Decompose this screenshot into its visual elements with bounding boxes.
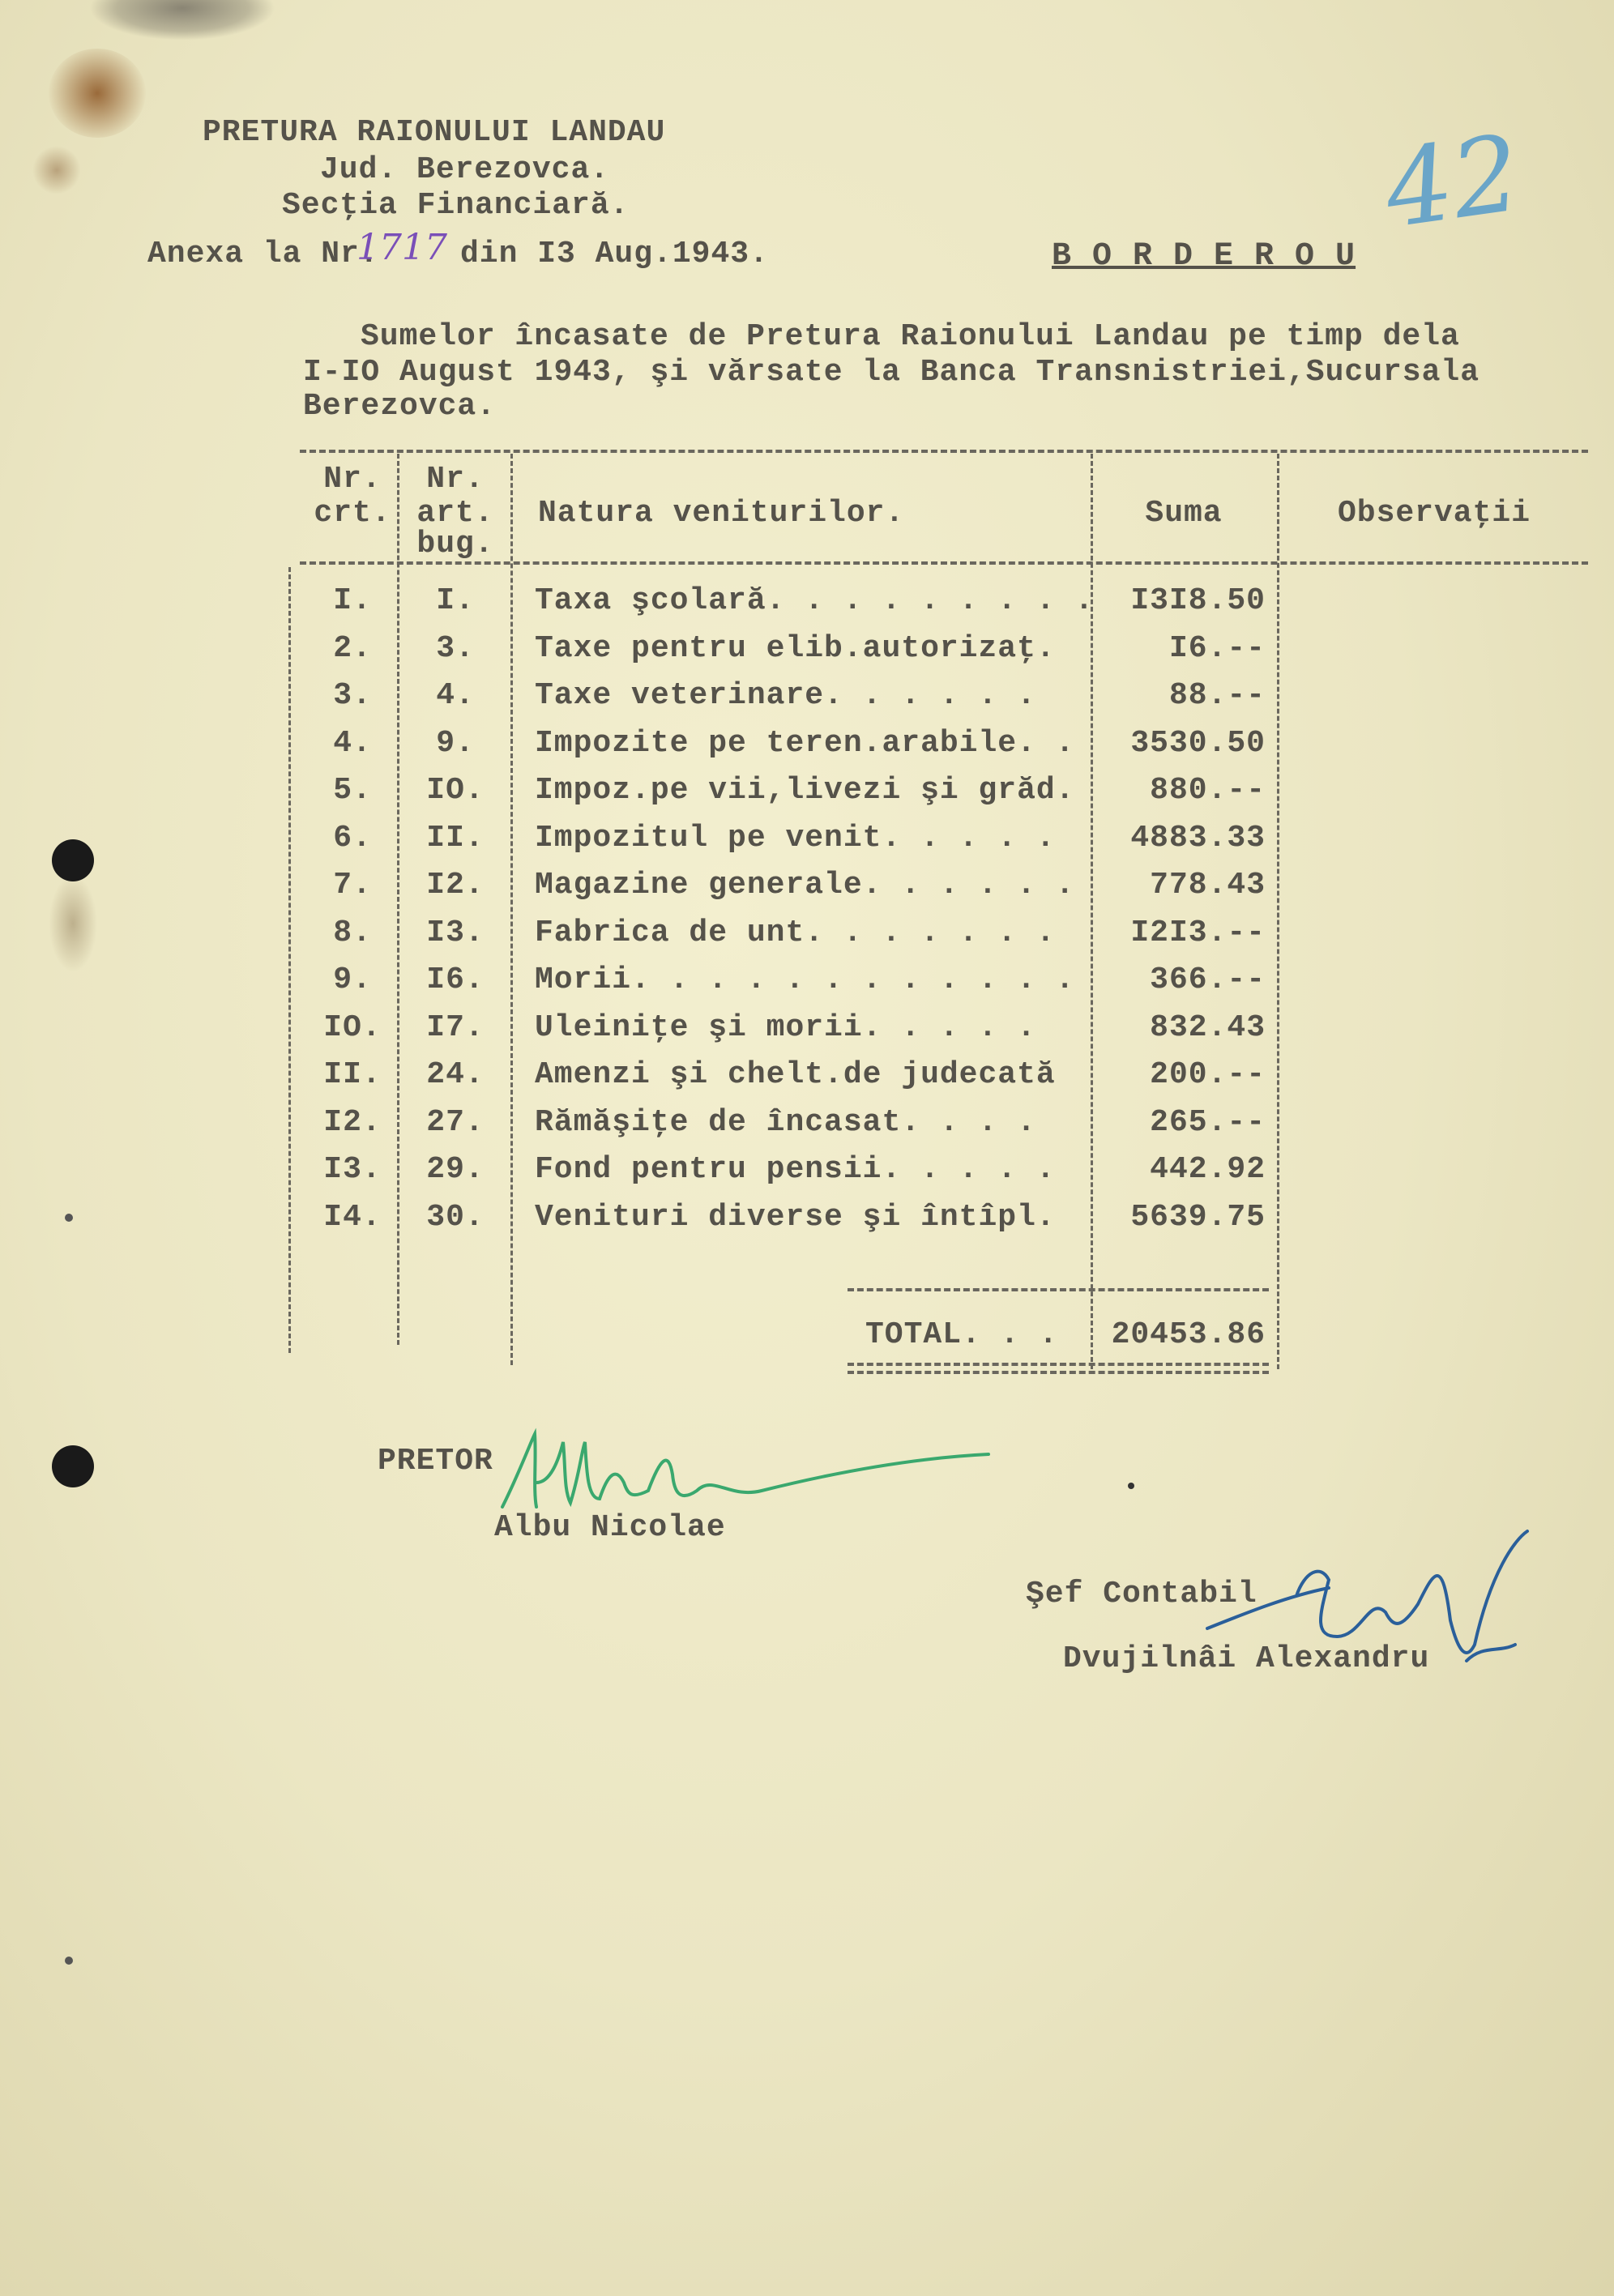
header-observations: Observaţii <box>1337 496 1531 531</box>
row-nature: Magazine generale. . . . . . <box>535 868 1075 903</box>
torn-corner <box>89 0 275 41</box>
table-top-rule <box>300 450 1588 453</box>
header-nr-art-2: art. <box>416 496 494 531</box>
row-sum: 442.92 <box>1150 1152 1266 1187</box>
header-nr-art-1: Nr. <box>426 462 485 497</box>
page-number-handwritten: 42 <box>1377 111 1528 252</box>
accountant-name: Dvujilnâi Alexandru <box>1063 1641 1430 1676</box>
row-nr-crt: 3. <box>333 678 372 713</box>
total-label: TOTAL. . . <box>865 1317 1059 1352</box>
row-nr-art: 24. <box>426 1057 485 1092</box>
row-nr-crt: 6. <box>333 821 372 856</box>
row-nature: Rămăşiţe de încasat. . . . <box>535 1105 1036 1140</box>
row-nr-crt: IO. <box>323 1010 382 1045</box>
row-sum: 832.43 <box>1150 1010 1266 1045</box>
col-divider-4 <box>1277 454 1279 1369</box>
rust-stain <box>49 49 146 138</box>
accountant-signature <box>1199 1523 1539 1685</box>
row-sum: 366.-- <box>1150 962 1266 997</box>
document-title: B O R D E R O U <box>1052 238 1356 275</box>
row-nr-crt: I3. <box>323 1152 382 1187</box>
total-double-rule-1 <box>848 1363 1269 1366</box>
table-left-edge <box>288 567 291 1353</box>
row-sum: I3I8.50 <box>1130 583 1266 618</box>
row-nr-crt: I2. <box>323 1105 382 1140</box>
row-nr-crt: I4. <box>323 1200 382 1235</box>
row-nr-art: 29. <box>426 1152 485 1187</box>
row-sum: I6.-- <box>1168 631 1266 666</box>
row-nature: Impoz.pe vii,livezi şi grăd. <box>535 773 1075 808</box>
section-name: Secţia Financiară. <box>282 188 630 223</box>
header-nr-art-3: bug. <box>416 527 494 561</box>
row-nature: Venituri diverse şi întîpl. <box>535 1200 1056 1235</box>
row-sum: 265.-- <box>1150 1105 1266 1140</box>
row-sum: 778.43 <box>1150 868 1266 903</box>
accountant-title: Şef Contabil <box>1026 1577 1257 1611</box>
row-sum: 4883.33 <box>1130 821 1266 856</box>
paper-speck <box>1128 1483 1134 1489</box>
pretor-signature <box>486 1426 1005 1523</box>
total-value: 20453.86 <box>1111 1317 1266 1352</box>
row-nature: Impozitul pe venit. . . . . <box>535 821 1056 856</box>
table-header-rule <box>300 561 1588 565</box>
header-sum: Suma <box>1145 496 1223 531</box>
annex-date: din I3 Aug.1943. <box>460 237 769 271</box>
row-nr-crt: II. <box>323 1057 382 1092</box>
row-nr-art: IO. <box>426 773 485 808</box>
row-nr-art: II. <box>426 821 485 856</box>
punch-hole-top <box>52 839 94 881</box>
pretor-name: Albu Nicolae <box>494 1510 726 1545</box>
row-nr-art: 4. <box>436 678 475 713</box>
row-nature: Taxe veterinare. . . . . . <box>535 678 1036 713</box>
intro-line-1: Sumelor încasate de Pretura Raionului Landau pe timp dela <box>361 319 1460 354</box>
annex-prefix: Anexa la Nr. <box>147 237 379 271</box>
header-nr-crt-2: crt. <box>314 496 391 531</box>
row-nr-crt: I. <box>333 583 372 618</box>
row-nature: Uleiniţe şi morii. . . . . <box>535 1010 1036 1045</box>
row-nr-art: I7. <box>426 1010 485 1045</box>
row-nr-crt: 7. <box>333 868 372 903</box>
intro-line-2: I-IO August 1943, şi vărsate la Banca Transnistriei,Sucursala <box>303 355 1480 390</box>
row-nr-art: I2. <box>426 868 485 903</box>
annex-number-handwritten: 1717 <box>357 227 447 268</box>
row-nr-art: I3. <box>426 915 485 950</box>
punch-hole-bottom <box>52 1445 94 1487</box>
col-divider-2 <box>510 454 513 1365</box>
row-sum: 5639.75 <box>1130 1200 1266 1235</box>
row-nr-art: 27. <box>426 1105 485 1140</box>
row-sum: 3530.50 <box>1130 726 1266 761</box>
row-nr-crt: 9. <box>333 962 372 997</box>
row-nature: Taxa şcolară. . . . . . . . . <box>535 583 1095 618</box>
header-nature: Natura veniturilor. <box>538 496 905 531</box>
row-nature: Morii. . . . . . . . . . . . <box>535 962 1075 997</box>
paper-speck-2 <box>65 1957 73 1965</box>
rust-stain-2 <box>32 146 81 194</box>
header-nr-crt-1: Nr. <box>323 462 382 497</box>
row-nature: Fond pentru pensii. . . . . <box>535 1152 1056 1187</box>
paper-speck-3 <box>65 1214 73 1222</box>
row-nature: Fabrica de unt. . . . . . . <box>535 915 1056 950</box>
total-double-rule-2 <box>848 1371 1269 1374</box>
pretor-title: PRETOR <box>378 1444 493 1479</box>
county-name: Jud. Berezovca. <box>320 152 610 187</box>
row-nature: Impozite pe teren.arabile. . <box>535 726 1075 761</box>
row-nr-art: 30. <box>426 1200 485 1235</box>
total-top-rule <box>848 1288 1269 1291</box>
smudge-stain <box>49 875 97 972</box>
row-sum: 200.-- <box>1150 1057 1266 1092</box>
row-nr-crt: 8. <box>333 915 372 950</box>
row-nr-art: I. <box>436 583 475 618</box>
row-nature: Taxe pentru elib.autorizaţ. <box>535 631 1056 666</box>
row-sum: 88.-- <box>1168 678 1266 713</box>
row-nr-crt: 4. <box>333 726 372 761</box>
institution-name: PRETURA RAIONULUI LANDAU <box>203 115 666 150</box>
row-nature: Amenzi şi chelt.de judecată <box>535 1057 1056 1092</box>
col-divider-1 <box>397 454 399 1345</box>
row-nr-art: 9. <box>436 726 475 761</box>
row-nr-crt: 5. <box>333 773 372 808</box>
row-nr-crt: 2. <box>333 631 372 666</box>
row-sum: I2I3.-- <box>1130 915 1266 950</box>
row-nr-art: I6. <box>426 962 485 997</box>
row-nr-art: 3. <box>436 631 475 666</box>
row-sum: 880.-- <box>1150 773 1266 808</box>
intro-line-3: Berezovca. <box>303 389 497 424</box>
